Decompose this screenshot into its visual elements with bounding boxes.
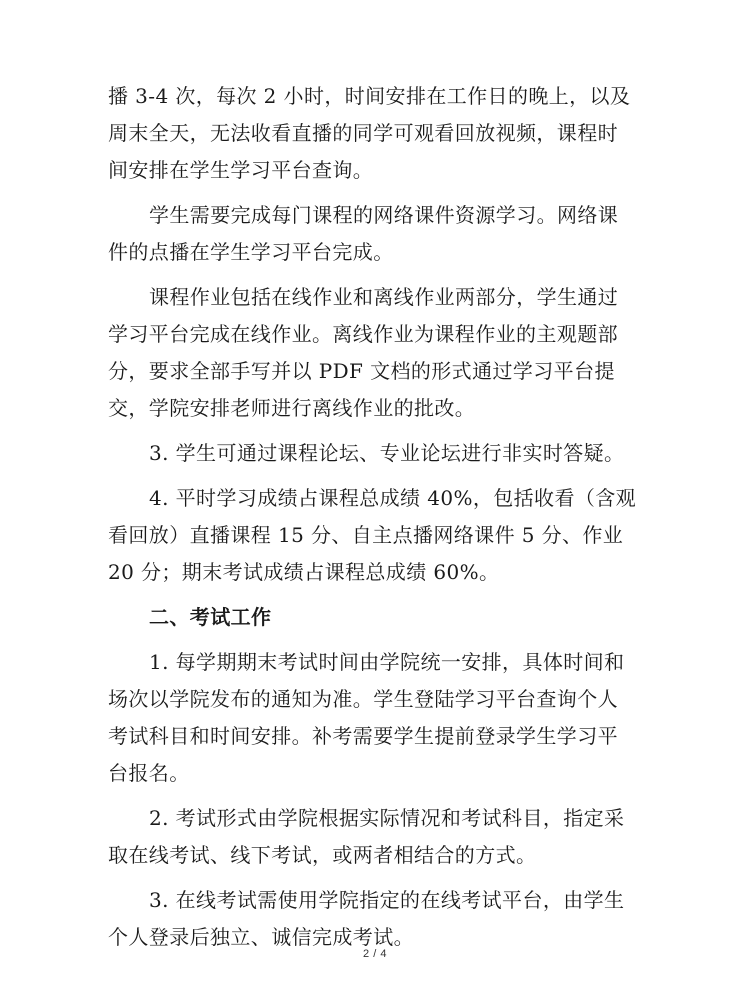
section-heading-exams: 二、考试工作 [149, 605, 272, 629]
paragraph-spacer [108, 472, 638, 480]
paragraph-spacer [108, 792, 638, 800]
paragraph-live-schedule: 播 3-4 次，每次 2 小时，时间安排在工作日的晚上，以及周末全天，无法收看直播的同学可观看回放视频，课程时间安排在学生学习平台查询。 [108, 84, 631, 182]
paragraph-forum-qa: 3. 学生可通过课程论坛、专业论坛进行非实时答疑。 [149, 441, 625, 465]
paragraph-exam-format: 2. 考试形式由学院根据实际情况和考试科目，指定采取在线考试、线下考试，或两者相结合的方式。 [108, 806, 625, 867]
paragraph-spacer [108, 591, 638, 599]
paragraph-exam-schedule: 1. 每学期期末考试时间由学院统一安排，具体时间和场次以学院发布的通知为准。学生登陆学习平台查询个人考试科目和时间安排。补考需要学生提前登录学生学习平台报名。 [108, 650, 625, 785]
paragraph-spacer [108, 427, 638, 435]
paragraph-online-exam: 3. 在线考试需使用学院指定的在线考试平台，由学生个人登录后独立、诚信完成考试。 [108, 888, 625, 949]
page-number: 2 / 4 [363, 948, 387, 960]
paragraph-spacer [108, 874, 638, 882]
paragraph-homework: 课程作业包括在线作业和离线作业两部分，学生通过学习平台完成在线作业。离线作业为课程作业的主观题部分，要求全部手写并以 PDF 文档的形式通过学习平台提交，学院安排老师进行离线作业的批改。 [108, 285, 619, 420]
paragraph-spacer [108, 189, 638, 197]
paragraph-grading: 4. 平时学习成绩占课程总成绩 40%，包括收看（含观看回放）直播课程 15 分、自主点播网络课件 5 分、作业 20 分；期末考试成绩占课程总成绩 60%。 [108, 486, 637, 584]
paragraph-spacer [108, 271, 638, 279]
paragraph-spacer [108, 636, 638, 644]
document-body [108, 78, 638, 956]
paragraph-courseware: 学生需要完成每门课程的网络课件资源学习。网络课件的点播在学生学习平台完成。 [108, 203, 619, 264]
